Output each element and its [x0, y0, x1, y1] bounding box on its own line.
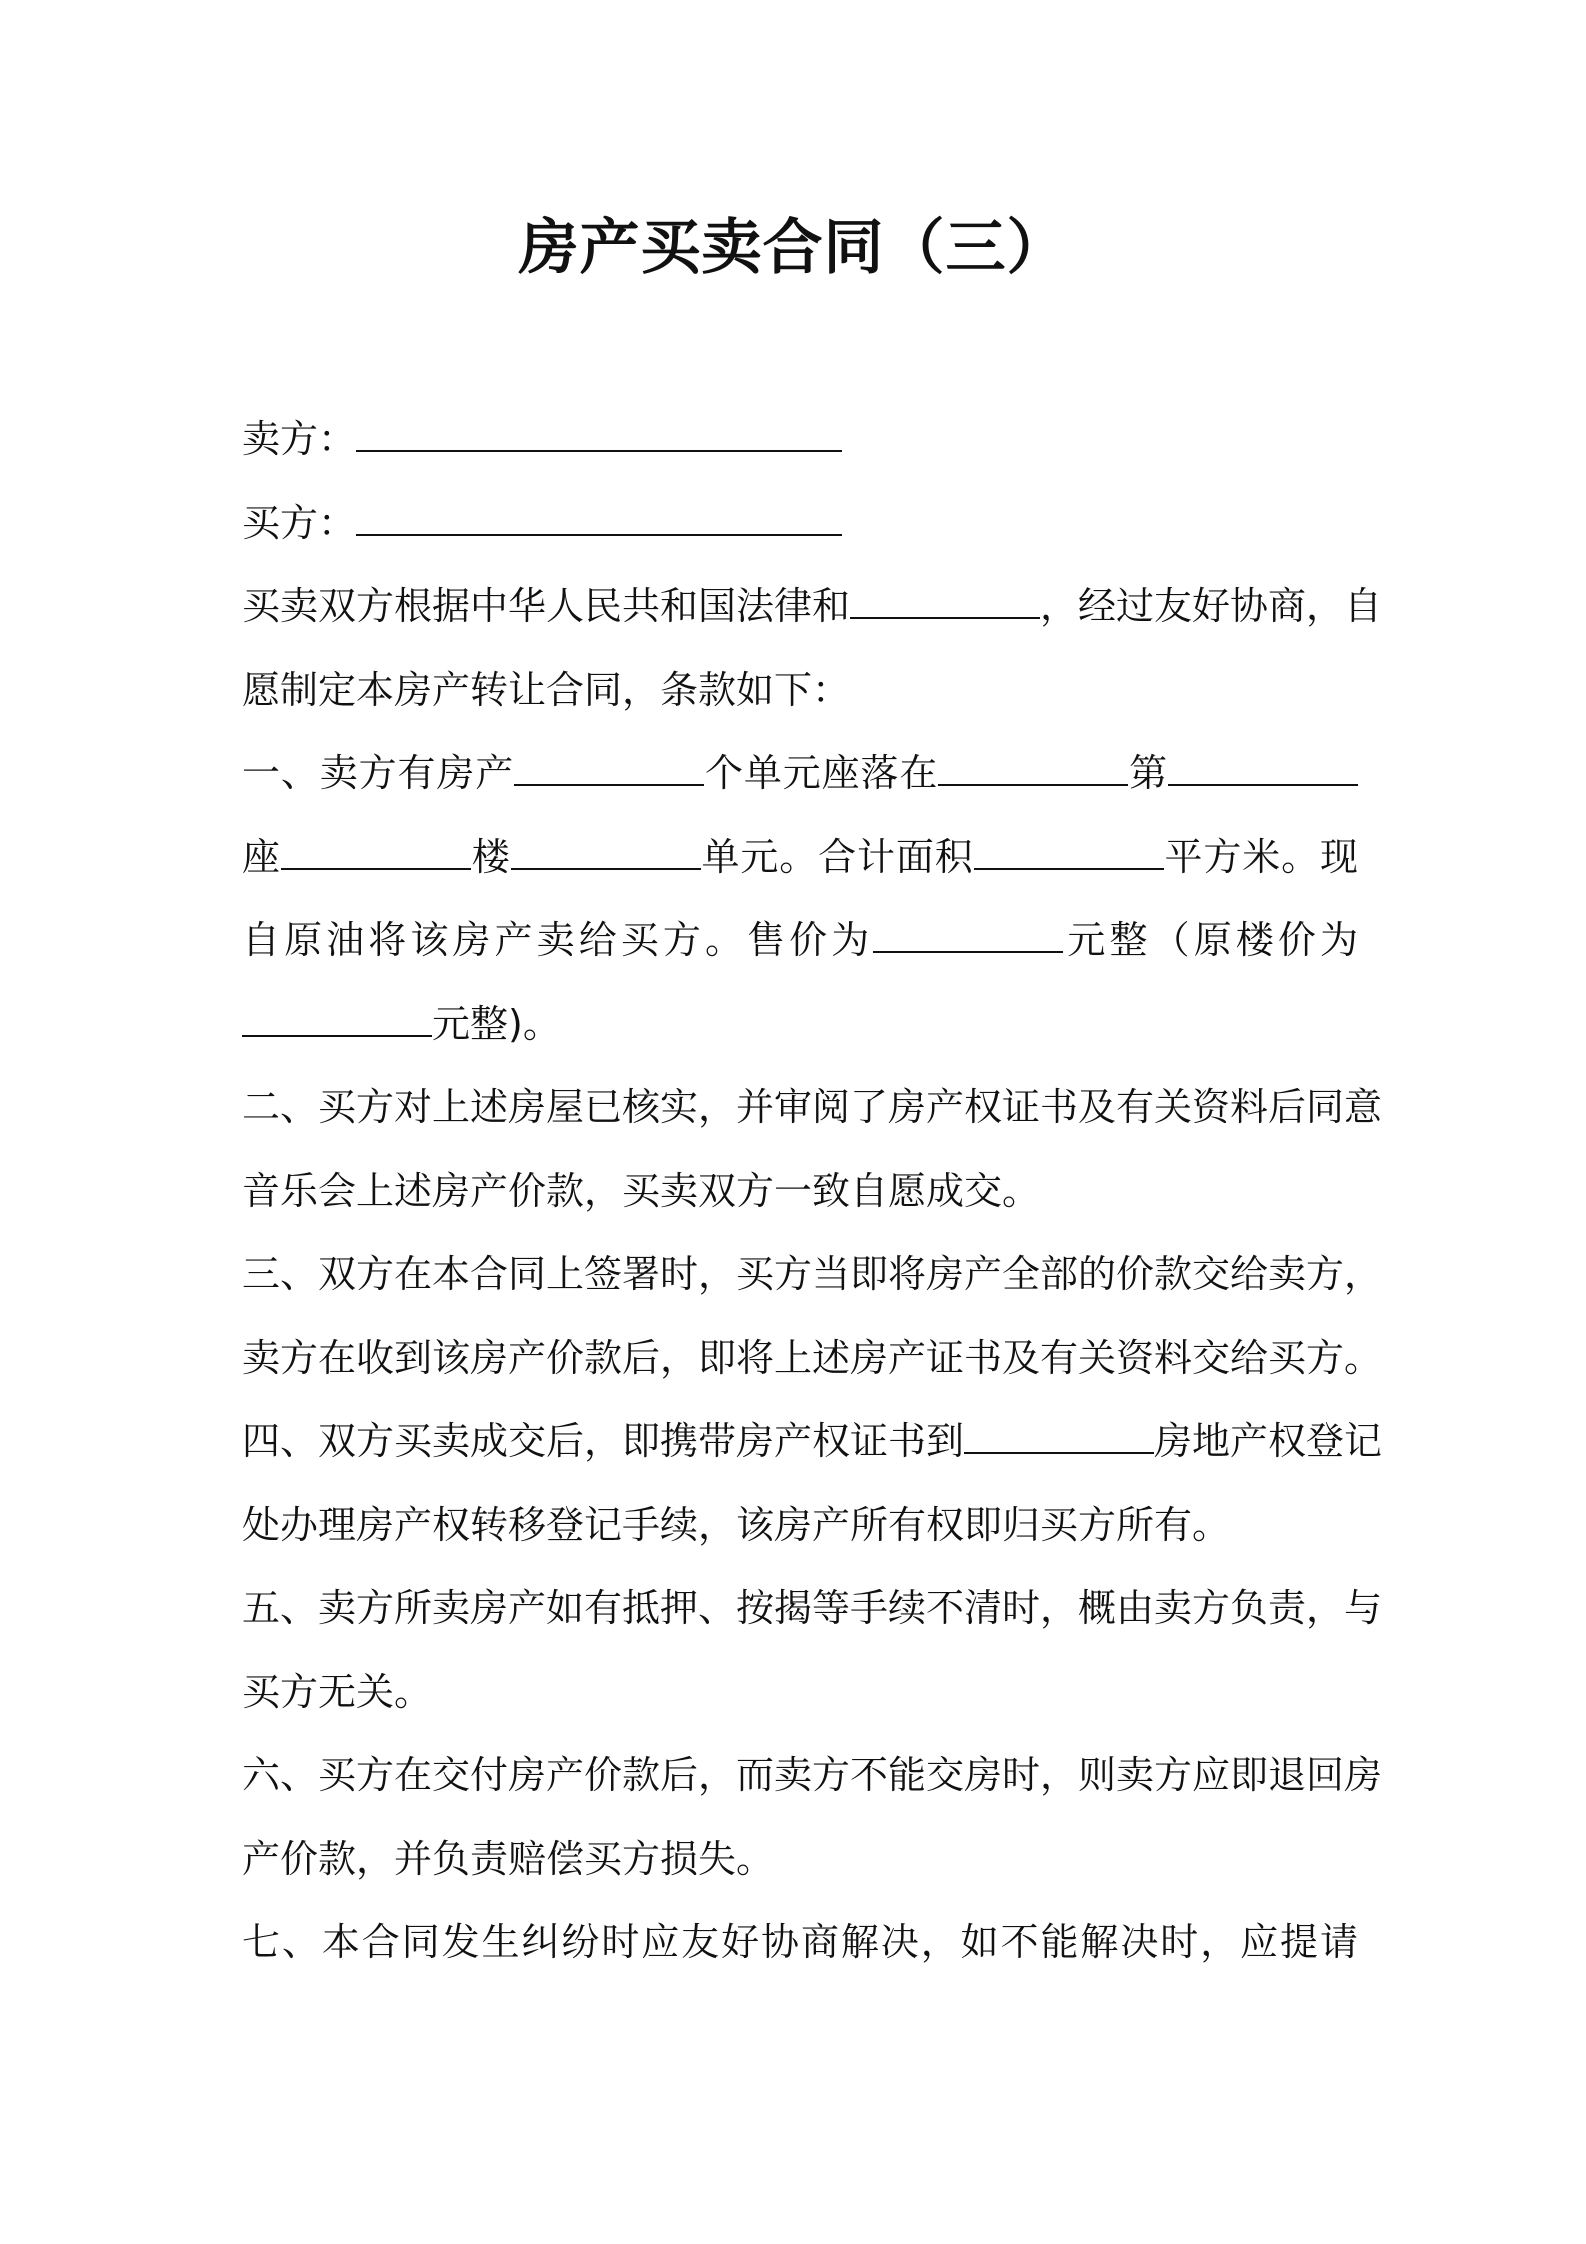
seller-label: 卖方：: [242, 417, 357, 461]
units-blank[interactable]: [514, 750, 704, 786]
intro-text: ，经过友好协商，自: [1040, 584, 1383, 628]
law-blank[interactable]: [850, 583, 1040, 619]
number-blank[interactable]: [1168, 750, 1358, 786]
clause-text: 平方米。现: [1163, 834, 1358, 879]
clause2-line-1: 二、买方对上述房屋已核实，并审阅了房产权证书及有关资料后同意: [242, 1085, 1383, 1129]
clause-text: 元整)。: [432, 1001, 561, 1046]
clause4-line-2: 处办理房产权转移登记手续，该房产所有权即归买方所有。: [242, 1502, 1231, 1547]
intro-line-2: 愿制定本房产转让合同，条款如下：: [242, 667, 851, 712]
clause-text: 房地产权登记: [1154, 1419, 1383, 1463]
seller-line: [242, 398, 1358, 482]
clause7-line-1: 七、本合同发生纠纷时应友好协商解决，如不能解决时，应提请: [242, 1920, 1358, 1964]
buyer-label: 买方：: [242, 500, 357, 545]
registry-blank[interactable]: [964, 1418, 1154, 1454]
clause-text: 楼: [470, 834, 511, 879]
clause4-line-1: [242, 1400, 1383, 1484]
clause3-line-2: 卖方在收到该房产价款后，即将上述房产证书及有关资料交给买方。: [242, 1335, 1383, 1380]
floor-blank[interactable]: [511, 833, 701, 869]
clause-text: 元整（原楼价为: [1063, 918, 1358, 962]
clause1-line-2: [242, 816, 1358, 900]
clause5-line-2: 买方无关。: [242, 1669, 433, 1714]
price-blank[interactable]: [873, 917, 1063, 953]
intro-text: 买卖双方根据中华人民共和国法律和: [242, 584, 851, 628]
clause-text: 一、卖方有房产: [242, 751, 515, 795]
seat-blank[interactable]: [281, 833, 471, 869]
clause-text: 四、双方买卖成交后，即携带房产权证书到: [242, 1419, 965, 1463]
clause-text: 第: [1128, 751, 1168, 795]
buyer-blank[interactable]: [356, 499, 842, 535]
clause1-line-4: [242, 983, 1358, 1067]
clause6-line-2: 产价款，并负责赔偿买方损失。: [242, 1836, 775, 1881]
clause-text: 个单元座落在: [704, 751, 939, 795]
clause2-line-2: 音乐会上述房产价款，买卖双方一致自愿成交。: [242, 1168, 1041, 1213]
clause-text: 单元。合计面积: [700, 834, 974, 879]
intro-line-1: [242, 565, 1383, 649]
location-blank[interactable]: [938, 750, 1128, 786]
clause-text: 自原油将该房产卖给买方。售价为: [242, 918, 874, 962]
buyer-line: [242, 482, 1358, 566]
seller-blank[interactable]: [356, 416, 842, 452]
clause5-line-1: 五、卖方所卖房产如有抵押、按揭等手续不清时，概由卖方负责，与: [242, 1586, 1383, 1630]
area-blank[interactable]: [974, 833, 1164, 869]
original-price-blank[interactable]: [242, 1000, 432, 1036]
clause1-line-3: [242, 899, 1358, 983]
contract-body: [242, 398, 1383, 1985]
clause6-line-1: 六、买方在交付房产价款后，而卖方不能交房时，则卖方应即退回房: [242, 1753, 1383, 1797]
clause-text: 座: [242, 834, 281, 879]
document-title: 房产买卖合同（三）: [518, 213, 1068, 283]
clause1-line-1: [242, 732, 1358, 816]
clause3-line-1: 三、双方在本合同上签署时，买方当即将房产全部的价款交给卖方，: [242, 1252, 1383, 1296]
